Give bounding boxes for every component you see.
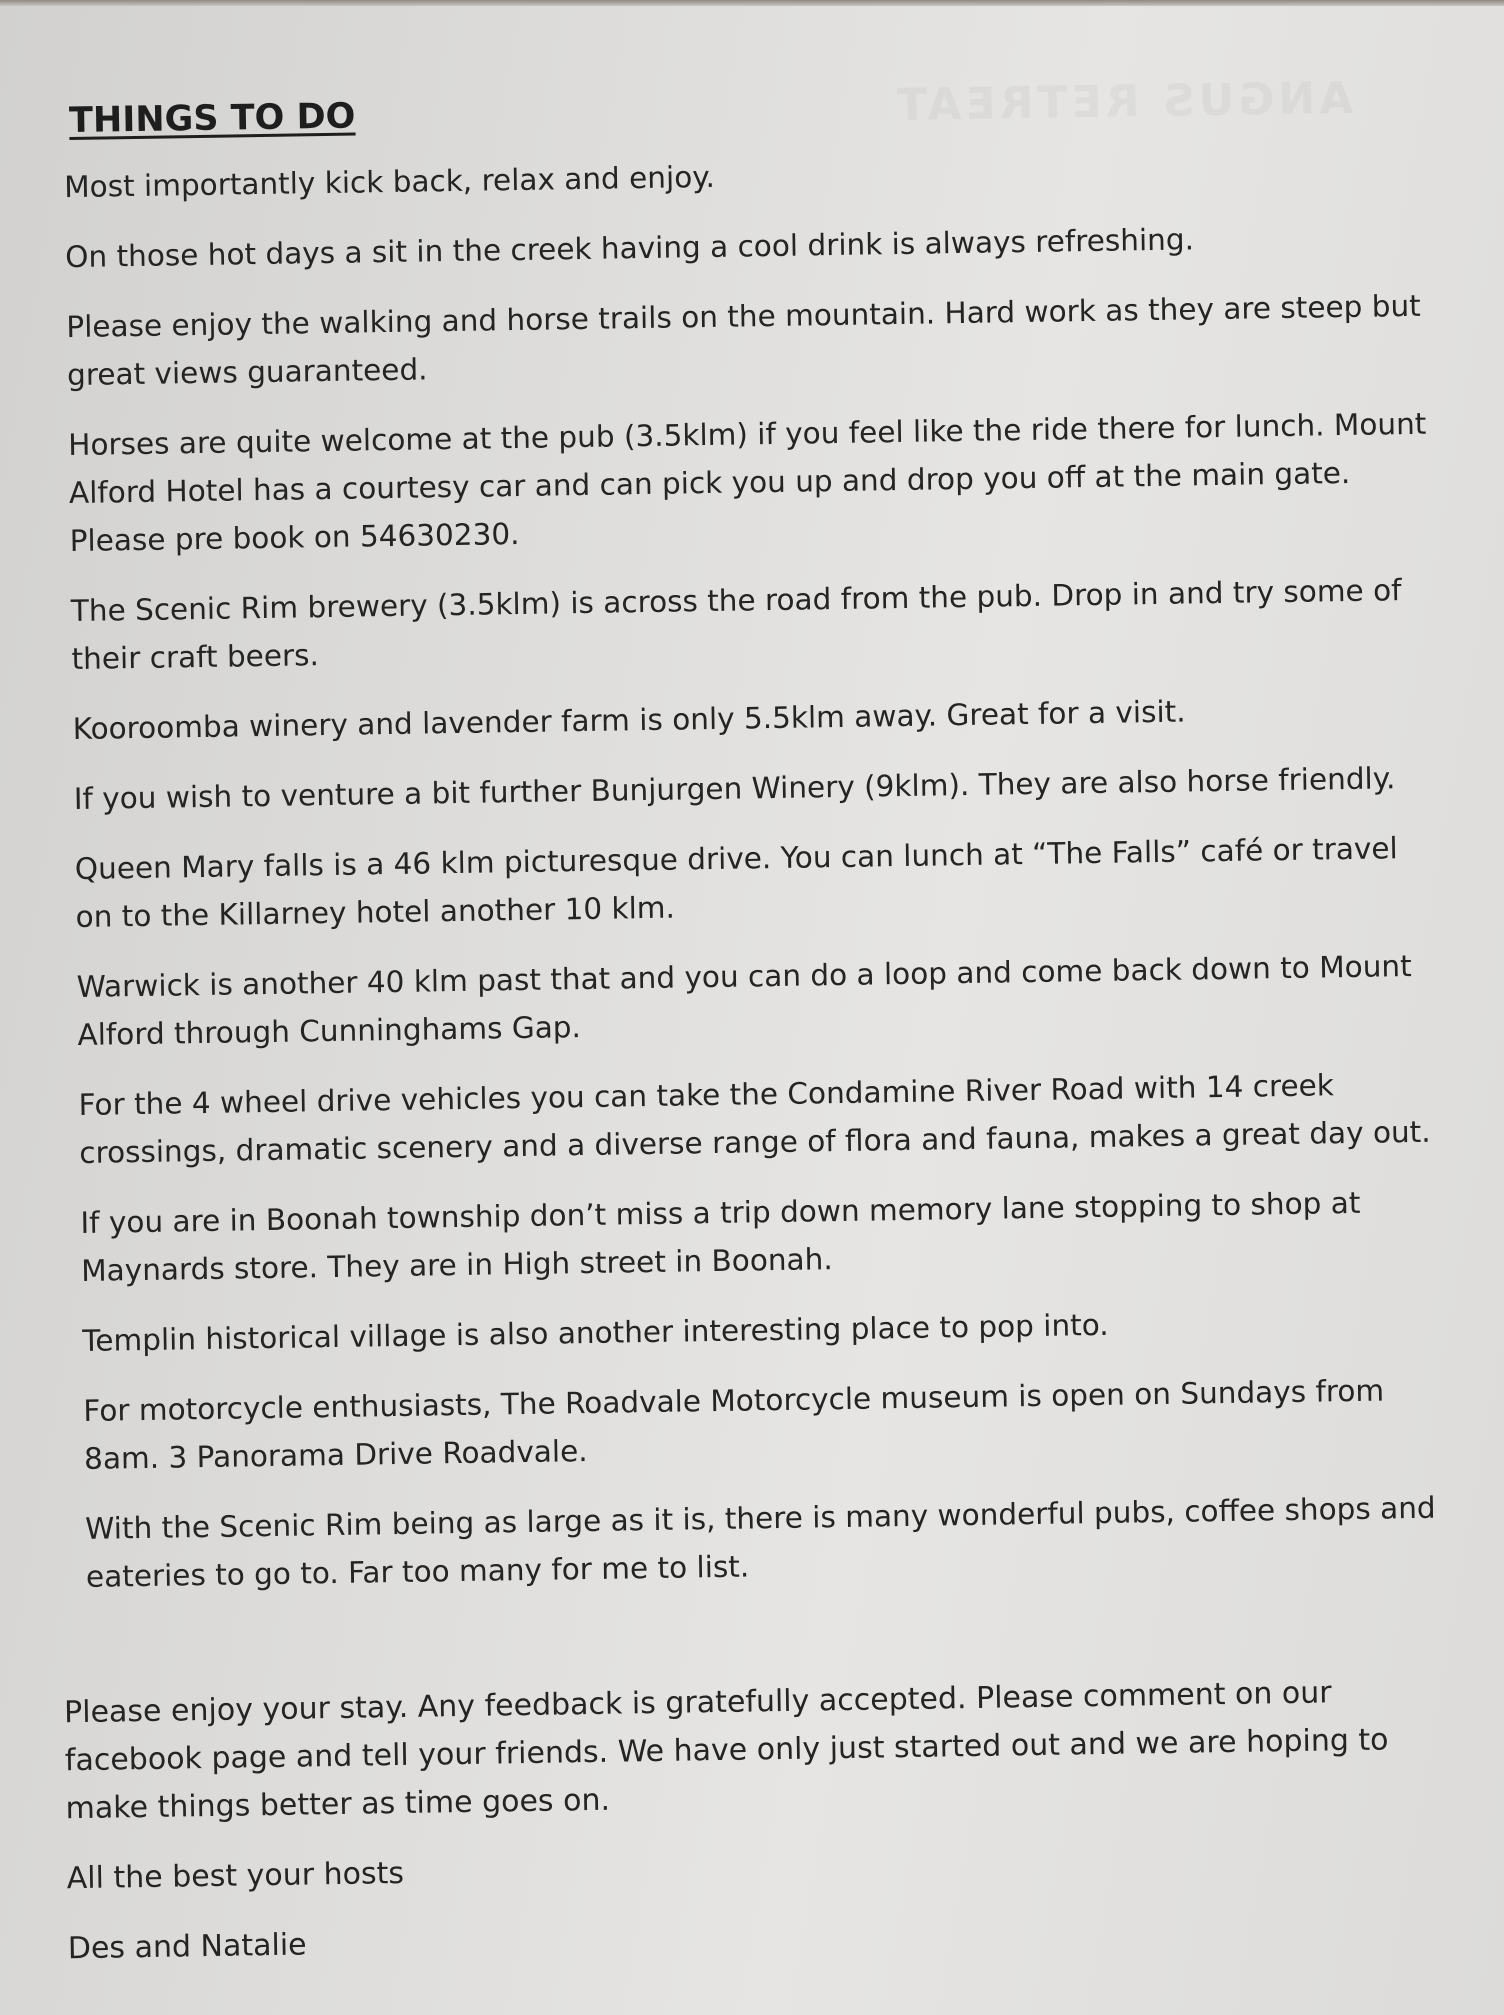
paragraph-scenic-rim: With the Scenic Rim being as large as it is, there is many wonderful pubs, coffee shops and eateries to go to. Far too many for me to list. [84, 1490, 1436, 1594]
paragraph-motorcycle-museum: For motorcycle enthusiasts, The Roadvale Motorcycle museum is open on Sundays from 8am. 3 Panorama Drive Roadvale. [83, 1373, 1385, 1476]
closing-section [64, 1668, 1449, 1996]
paragraph-boonah: If you are in Boonah township don’t miss a trip down memory lane stopping to shop at Maynards store. They are in High street in Boonah. [80, 1185, 1361, 1288]
paragraph-4wd: For the 4 wheel drive vehicles you can take the Condamine River Road with 14 creek crossings, dramatic scenery and a diverse range of flora and fauna, makes a great day out. [78, 1068, 1431, 1170]
paragraph-creek: On those hot days a sit in the creek having a cool drink is always refreshing. [65, 222, 1195, 275]
page-title: THINGS TO DO [68, 96, 356, 142]
paragraph-winery: Kooroomba winery and lavender farm is only 5.5klm away. Great for a visit. [72, 694, 1186, 747]
closing-signoff: All the best your hosts [66, 1855, 405, 1897]
paragraph-bunjurgen: If you wish to venture a bit further Bunjurgen Winery (9klm). They are also horse friendly. [73, 761, 1396, 817]
closing-names: Des and Natalie [67, 1927, 307, 1967]
paragraph-relax: Most importantly kick back, relax and enjoy. [63, 159, 716, 205]
paragraph-pub: Horses are quite welcome at the pub (3.5klm) if you feel like the ride there for lunch. Mount Alford Hotel has a courtesy car and can pick you up and drop you off at the main gate. Please pre book on 54630230. [67, 406, 1427, 559]
paragraph-warwick: Warwick is another 40 klm past that and you can do a loop and come back down to Mount Alford through Cunninghams Gap. [76, 949, 1412, 1052]
paragraph-brewery: The Scenic Rim brewery (3.5klm) is across the road from the pub. Drop in and try some of their craft beers. [70, 573, 1402, 677]
paragraph-queen-mary-falls: Queen Mary falls is a 46 klm picturesque drive. You can lunch at “The Falls” café or travel on to the Killarney hotel another 10 klm. [74, 831, 1398, 934]
things-to-do-list [64, 142, 1447, 1623]
paragraph-trails: Please enjoy the walking and horse trails on the mountain. Hard work as they are steep but great views guaranteed. [66, 288, 1421, 393]
paragraph-templin: Templin historical village is also another interesting place to pop into. [82, 1307, 1109, 1358]
show-through-text: ANGUS RETREAT [892, 72, 1354, 132]
closing-message: Please enjoy your stay. Any feedback is gratefully accepted. Please comment on our facebook page and tell your friends. We have only just started out and we are hoping to make things better as time goes on. [63, 1675, 1389, 1827]
